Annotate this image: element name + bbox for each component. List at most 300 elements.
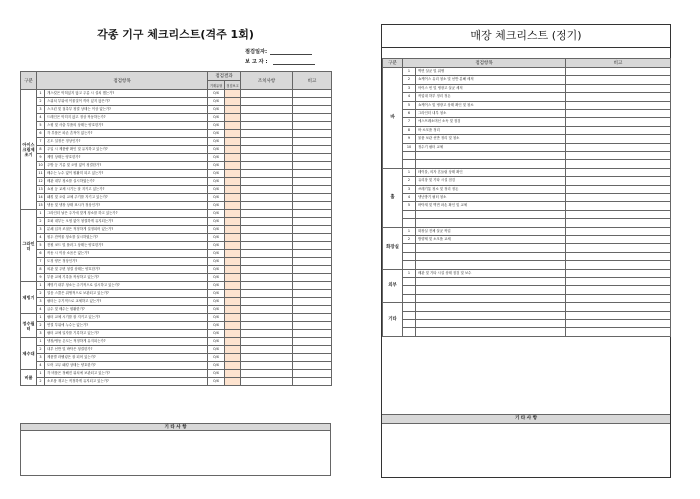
result-type-cell: O/X <box>208 146 225 154</box>
note-cell[interactable] <box>566 219 671 227</box>
action-cell[interactable] <box>241 154 293 162</box>
result-report-cell[interactable] <box>225 306 241 314</box>
row-number: 8 <box>37 146 45 154</box>
result-report-cell[interactable] <box>225 90 241 98</box>
result-type-cell: O/X <box>208 210 225 218</box>
row-number: 14 <box>37 194 45 202</box>
check-item: 배수는 누수 없이 원활히 되고 있는가? <box>45 170 208 178</box>
category-cell: 정수필터 <box>21 314 37 338</box>
note-cell[interactable] <box>293 282 332 290</box>
store-checklist-sheet <box>381 24 671 478</box>
category-header: 구분 <box>383 59 403 68</box>
note-cell[interactable] <box>566 110 671 118</box>
check-item: 소모품 재고는 적정하게 유지되고 있는가? <box>45 378 208 386</box>
action-cell[interactable] <box>241 98 293 106</box>
result-report-cell[interactable] <box>225 290 241 298</box>
result-report-cell[interactable] <box>225 202 241 210</box>
check-item: 필터 교체 일자를 기록하고 있는가? <box>45 330 208 338</box>
result-type-cell: O/X <box>208 330 225 338</box>
row-number: 1 <box>37 90 45 98</box>
check-item: 에스프레소머신 소독 및 점검 <box>416 118 566 126</box>
check-item: 바 소모품 정리 <box>416 126 566 134</box>
inspection-date-line <box>270 48 312 55</box>
result-report-cell[interactable] <box>225 258 241 266</box>
table-row <box>21 370 332 378</box>
note-cell[interactable] <box>566 152 671 160</box>
check-item: 호퍼 내부는 오염 없이 청결하게 유지되는가? <box>45 218 208 226</box>
table-row <box>21 378 332 386</box>
row-number: 6 <box>37 250 45 258</box>
row-number: 3 <box>403 84 416 92</box>
action-cell[interactable] <box>241 378 293 386</box>
note-cell[interactable] <box>566 93 671 101</box>
note-cell[interactable] <box>293 138 332 146</box>
table-row <box>21 178 332 186</box>
result-report-cell[interactable] <box>225 250 241 258</box>
note-cell[interactable] <box>293 122 332 130</box>
action-cell[interactable] <box>241 370 293 378</box>
result-report-cell[interactable] <box>225 210 241 218</box>
row-number: 13 <box>37 186 45 194</box>
action-cell[interactable] <box>241 90 293 98</box>
result-report-cell[interactable] <box>225 362 241 370</box>
note-cell[interactable] <box>566 269 671 277</box>
check-item <box>416 261 566 269</box>
row-number <box>403 278 416 286</box>
check-item: 쇼케이스 및 냉장고 상태 확인 및 청소 <box>416 101 566 109</box>
note-cell[interactable] <box>293 306 332 314</box>
result-type-cell: O/X <box>208 170 225 178</box>
row-number: 2 <box>37 98 45 106</box>
table-row <box>383 168 671 176</box>
note-cell[interactable] <box>293 194 332 202</box>
table-row <box>383 278 671 286</box>
result-report-cell[interactable] <box>225 282 241 290</box>
action-cell[interactable] <box>241 202 293 210</box>
action-cell[interactable] <box>241 130 293 138</box>
table-header-row <box>383 59 671 68</box>
result-report-cell[interactable] <box>225 162 241 170</box>
note-cell[interactable] <box>293 210 332 218</box>
note-cell[interactable] <box>566 168 671 176</box>
action-cell[interactable] <box>241 290 293 298</box>
result-report-cell[interactable] <box>225 338 241 346</box>
check-item <box>416 252 566 260</box>
note-cell[interactable] <box>566 210 671 218</box>
table-row <box>21 322 332 330</box>
result-type-cell: O/X <box>208 306 225 314</box>
row-number: 1 <box>403 269 416 277</box>
result-type-cell: O/X <box>208 162 225 170</box>
note-cell[interactable] <box>293 362 332 370</box>
result-header: 점검결과 <box>208 72 241 81</box>
result-report-cell[interactable] <box>225 170 241 178</box>
check-item <box>416 311 566 319</box>
action-cell[interactable] <box>241 162 293 170</box>
result-report-cell[interactable] <box>225 122 241 130</box>
note-cell[interactable] <box>293 202 332 210</box>
row-number: 5 <box>37 242 45 250</box>
check-item: 스크린 및 접촉부 청결 상태는 이상 없는가? <box>45 106 208 114</box>
check-item <box>416 320 566 328</box>
note-cell[interactable] <box>566 236 671 244</box>
result-report-cell[interactable] <box>225 130 241 138</box>
note-cell[interactable] <box>293 218 332 226</box>
result-report-cell[interactable] <box>225 354 241 362</box>
action-cell[interactable] <box>241 298 293 306</box>
result-type-cell: O/X <box>208 194 225 202</box>
check-item: 정수기 필터 교체 <box>416 143 566 151</box>
table-row <box>383 76 671 84</box>
action-cell[interactable] <box>241 346 293 354</box>
note-cell[interactable] <box>293 178 332 186</box>
category-cell: 홀 <box>383 168 403 227</box>
row-number: 1 <box>37 338 45 346</box>
note-cell[interactable] <box>566 76 671 84</box>
note-cell[interactable] <box>293 354 332 362</box>
table-row <box>383 93 671 101</box>
note-cell[interactable] <box>566 118 671 126</box>
note-cell[interactable] <box>566 84 671 92</box>
row-number: 4 <box>37 114 45 122</box>
action-cell[interactable] <box>241 114 293 122</box>
table-row <box>383 269 671 277</box>
note-cell[interactable] <box>293 90 332 98</box>
action-cell[interactable] <box>241 322 293 330</box>
action-cell[interactable] <box>241 210 293 218</box>
note-cell[interactable] <box>566 294 671 302</box>
row-number: 4 <box>37 234 45 242</box>
row-number: 2 <box>403 177 416 185</box>
action-cell[interactable] <box>241 258 293 266</box>
note-cell[interactable] <box>566 261 671 269</box>
note-cell[interactable] <box>566 126 671 134</box>
note-cell[interactable] <box>566 311 671 319</box>
action-cell[interactable] <box>241 194 293 202</box>
result-report-cell[interactable] <box>225 194 241 202</box>
result-report-cell[interactable] <box>225 242 241 250</box>
row-number: 1 <box>403 227 416 235</box>
row-number <box>403 152 416 160</box>
note-cell[interactable] <box>293 114 332 122</box>
table-row <box>21 234 332 242</box>
table-row <box>383 160 671 168</box>
result-type-cell: O/X <box>208 226 225 234</box>
result-sub2-header: 점검보고 <box>225 81 241 90</box>
check-item: 배관 및 기타 시설 상태 점검 및 보수 <box>416 269 566 277</box>
check-item: 벽면 살균 및 위생 <box>416 68 566 76</box>
result-type-cell: O/X <box>208 242 225 250</box>
row-number: 6 <box>37 130 45 138</box>
check-item: 전원 코드 및 플러그 상태는 양호한가? <box>45 242 208 250</box>
action-cell[interactable] <box>241 178 293 186</box>
table-row <box>21 106 332 114</box>
row-number: 1 <box>403 168 416 176</box>
table-row <box>383 68 671 76</box>
table-row <box>383 110 671 118</box>
row-number: 2 <box>37 346 45 354</box>
store-checklist-title: 매장 체크리스트 (정기) <box>382 25 670 48</box>
equipment-checklist-table <box>20 71 332 386</box>
table-row <box>21 170 332 178</box>
result-type-cell: O/X <box>208 154 225 162</box>
category-cell: 그라인더 <box>21 210 37 282</box>
note-cell[interactable] <box>566 194 671 202</box>
table-row <box>383 227 671 235</box>
action-cell[interactable] <box>241 138 293 146</box>
note-cell[interactable] <box>566 101 671 109</box>
note-cell[interactable] <box>293 290 332 298</box>
inspection-date-label: 점검일자: <box>245 49 268 55</box>
row-number: 2 <box>403 236 416 244</box>
category-cell: 제빙기 <box>21 282 37 314</box>
result-type-cell: O/X <box>208 338 225 346</box>
action-cell[interactable] <box>241 330 293 338</box>
note-cell[interactable] <box>566 68 671 76</box>
table-row <box>383 261 671 269</box>
result-type-cell: O/X <box>208 138 225 146</box>
check-item: 원두 잔여물 청소를 실시하였는가? <box>45 234 208 242</box>
note-cell[interactable] <box>566 143 671 151</box>
note-cell[interactable] <box>293 266 332 274</box>
table-row <box>383 101 671 109</box>
result-report-cell[interactable] <box>225 226 241 234</box>
check-item: 스위치 부위에 이물질이 끼어 있지 않은가? <box>45 98 208 106</box>
result-report-cell[interactable] <box>225 138 241 146</box>
action-cell[interactable] <box>241 218 293 226</box>
check-item <box>416 328 566 336</box>
result-report-cell[interactable] <box>225 98 241 106</box>
row-number: 4 <box>403 194 416 202</box>
check-item: 연결 부위에 누수는 없는가? <box>45 322 208 330</box>
action-cell[interactable] <box>241 338 293 346</box>
result-report-cell[interactable] <box>225 378 241 386</box>
row-number: 15 <box>37 202 45 210</box>
action-cell[interactable] <box>241 146 293 154</box>
note-cell[interactable] <box>293 106 332 114</box>
action-cell[interactable] <box>241 282 293 290</box>
category-header: 구분 <box>21 72 37 90</box>
check-item: 드레인은 막히지 않고 정상 작동하는가? <box>45 114 208 122</box>
row-number <box>403 328 416 336</box>
note-cell[interactable] <box>293 154 332 162</box>
table-row <box>21 282 332 290</box>
check-item: 각 부품은 파손 흔적이 없는가? <box>45 130 208 138</box>
note-cell[interactable] <box>293 242 332 250</box>
note-cell[interactable] <box>293 330 332 338</box>
category-cell: 아이스크림제조기 <box>21 90 37 210</box>
action-cell[interactable] <box>241 170 293 178</box>
note-cell[interactable] <box>293 258 332 266</box>
row-number <box>403 210 416 218</box>
note-cell[interactable] <box>566 252 671 260</box>
check-item: 주방 등 기름 및 오염 없이 청결한가? <box>45 162 208 170</box>
result-type-cell: O/X <box>208 122 225 130</box>
table-row <box>21 354 332 362</box>
note-cell[interactable] <box>293 130 332 138</box>
note-cell[interactable] <box>293 298 332 306</box>
result-report-cell[interactable] <box>225 346 241 354</box>
note-cell[interactable] <box>566 160 671 168</box>
action-cell[interactable] <box>241 234 293 242</box>
item-header: 점검항목 <box>403 59 566 68</box>
note-cell[interactable] <box>293 186 332 194</box>
table-row <box>21 314 332 322</box>
table-row <box>21 290 332 298</box>
table-row <box>383 294 671 302</box>
check-item: 개스킷은 막혀있지 않고 주름 시 설치 했는가? <box>45 90 208 98</box>
check-item: 테이블, 의자 흔들림 상태 확인 <box>416 168 566 176</box>
note-cell[interactable] <box>566 135 671 143</box>
result-report-cell[interactable] <box>225 234 241 242</box>
result-report-cell[interactable] <box>225 274 241 282</box>
table-row <box>383 118 671 126</box>
row-number: 10 <box>37 162 45 170</box>
check-item <box>416 294 566 302</box>
row-number: 2 <box>37 218 45 226</box>
action-cell[interactable] <box>241 274 293 282</box>
row-number: 1 <box>37 370 45 378</box>
check-item: 분쇄 입자 조절은 적정하게 설정되어 있는가? <box>45 226 208 234</box>
reporter-line <box>273 58 315 65</box>
result-report-cell[interactable] <box>225 266 241 274</box>
result-report-cell[interactable] <box>225 146 241 154</box>
note-header: 비고 <box>293 72 332 90</box>
result-report-cell[interactable] <box>225 370 241 378</box>
row-number: 1 <box>37 210 45 218</box>
action-cell[interactable] <box>241 106 293 114</box>
equipment-checklist-title: 각종 기구 체크리스트(격주 1회) <box>97 28 254 41</box>
table-row <box>21 138 332 146</box>
check-item: 유리창 및 기타 시설 점검 <box>416 177 566 185</box>
action-cell[interactable] <box>241 362 293 370</box>
row-number: 1 <box>37 314 45 322</box>
reporter-label: 보 고 자 : <box>245 59 268 65</box>
category-cell: 제수대 <box>21 338 37 370</box>
action-cell[interactable] <box>241 354 293 362</box>
table-row <box>383 185 671 193</box>
check-item: 제품별 라벨링은 잘 되어 있는가? <box>45 354 208 362</box>
action-cell[interactable] <box>241 122 293 130</box>
note-cell[interactable] <box>293 162 332 170</box>
note-cell[interactable] <box>566 286 671 294</box>
table-row <box>21 338 332 346</box>
note-cell[interactable] <box>293 250 332 258</box>
result-report-cell[interactable] <box>225 106 241 114</box>
row-number <box>403 244 416 252</box>
table-row <box>21 346 332 354</box>
other-notes-header: 기 타 사 항 <box>382 414 670 424</box>
row-number <box>403 219 416 227</box>
result-report-cell[interactable] <box>225 186 241 194</box>
note-cell[interactable] <box>293 234 332 242</box>
check-item: 필터는 주기적으로 교체하고 있는가? <box>45 298 208 306</box>
check-item <box>416 160 566 168</box>
note-cell[interactable] <box>293 146 332 154</box>
note-cell[interactable] <box>566 244 671 252</box>
result-type-cell: O/X <box>208 290 225 298</box>
result-report-cell[interactable] <box>225 298 241 306</box>
note-cell[interactable] <box>566 320 671 328</box>
result-report-cell[interactable] <box>225 154 241 162</box>
result-report-cell[interactable] <box>225 114 241 122</box>
row-number: 12 <box>37 178 45 186</box>
action-cell[interactable] <box>241 266 293 274</box>
note-cell[interactable] <box>566 328 671 336</box>
check-item: 부품 교체 기록을 작성하고 있는가? <box>45 274 208 282</box>
note-cell[interactable] <box>566 278 671 286</box>
note-cell[interactable] <box>293 378 332 386</box>
note-cell[interactable] <box>566 227 671 235</box>
check-item: 얼음 스쿱은 위생적으로 보관되고 있는가? <box>45 290 208 298</box>
table-row <box>21 258 332 266</box>
check-item: 스윙 및 사출 부품의 상태는 양호한가? <box>45 122 208 130</box>
note-cell[interactable] <box>566 185 671 193</box>
result-report-cell[interactable] <box>225 178 241 186</box>
note-cell[interactable] <box>293 370 332 378</box>
table-row <box>21 202 332 210</box>
category-cell: 화장실 <box>383 227 403 269</box>
row-number: 9 <box>403 135 416 143</box>
result-report-cell[interactable] <box>225 314 241 322</box>
action-cell[interactable] <box>241 306 293 314</box>
result-type-cell: O/X <box>208 322 225 330</box>
table-row <box>383 135 671 143</box>
other-notes-box[interactable] <box>20 431 331 476</box>
action-cell[interactable] <box>241 242 293 250</box>
check-item: 작업대 하부 정리 정돈 <box>416 93 566 101</box>
table-row <box>383 320 671 328</box>
action-cell[interactable] <box>241 226 293 234</box>
action-cell[interactable] <box>241 186 293 194</box>
action-cell[interactable] <box>241 314 293 322</box>
row-number: 10 <box>403 143 416 151</box>
row-number: 11 <box>37 170 45 178</box>
note-cell[interactable] <box>293 170 332 178</box>
check-item: 제빙기 내부 청소는 주기적으로 실시하고 있는가? <box>45 282 208 290</box>
check-item <box>416 219 566 227</box>
action-cell[interactable] <box>241 250 293 258</box>
row-number: 5 <box>37 122 45 130</box>
result-type-cell: O/X <box>208 378 225 386</box>
note-cell[interactable] <box>293 338 332 346</box>
note-cell[interactable] <box>566 177 671 185</box>
check-item: 화장실 전체 살균 작업 <box>416 227 566 235</box>
row-number: 3 <box>37 106 45 114</box>
note-cell[interactable] <box>293 98 332 106</box>
note-cell[interactable] <box>566 202 671 210</box>
table-row <box>383 328 671 336</box>
check-item <box>416 286 566 294</box>
result-type-cell: O/X <box>208 202 225 210</box>
note-cell[interactable] <box>566 303 671 311</box>
result-report-cell[interactable] <box>225 322 241 330</box>
note-cell[interactable] <box>293 274 332 282</box>
note-cell[interactable] <box>293 322 332 330</box>
note-cell[interactable] <box>293 314 332 322</box>
note-cell[interactable] <box>293 226 332 234</box>
table-row <box>21 90 332 98</box>
table-row <box>21 194 332 202</box>
table-row <box>21 250 332 258</box>
result-report-cell[interactable] <box>225 330 241 338</box>
note-cell[interactable] <box>293 346 332 354</box>
row-number: 1 <box>403 68 416 76</box>
table-row <box>21 274 332 282</box>
check-item: 냉난방기 필터 청소 <box>416 194 566 202</box>
result-report-cell[interactable] <box>225 218 241 226</box>
check-item: 쇼케이스 유리 청소 및 선반 분해 세척 <box>416 76 566 84</box>
